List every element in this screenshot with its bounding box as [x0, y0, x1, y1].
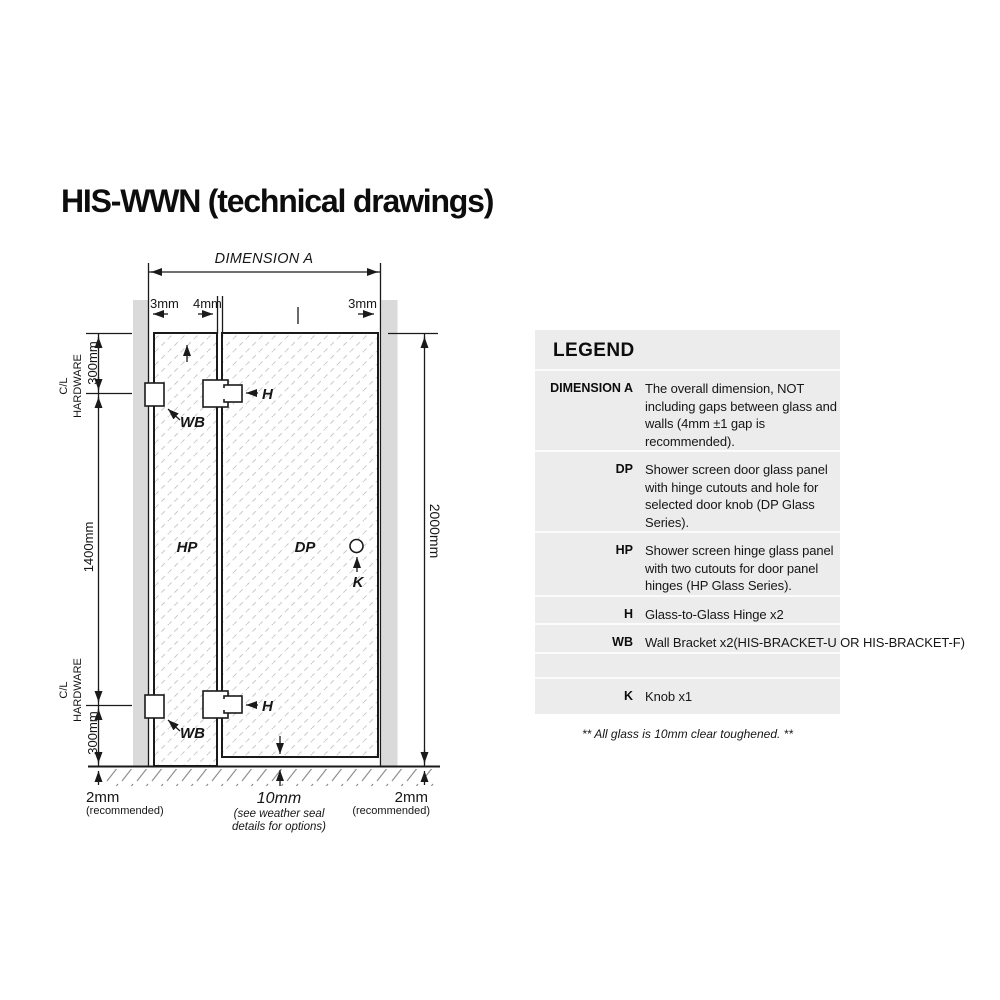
hinge-top-label: H: [262, 386, 273, 403]
dimension-a-label: DIMENSION A: [214, 251, 314, 267]
legend-description: Glass-to-Glass Hinge x2: [645, 606, 784, 622]
cl-hardware-top-label-line1: C/L: [58, 377, 70, 395]
legend-description: Knob x1: [645, 689, 693, 704]
hinge-bottom-label: H: [262, 698, 273, 715]
legend-description: Shower screen hinge glass panel with two cutouts for door panel hinges (HP Glass Series).: [645, 543, 834, 593]
legend-label: HP: [615, 543, 633, 557]
dim-1400mm-label: 1400mm: [81, 521, 96, 573]
right-wall: [382, 300, 398, 766]
knob: [350, 540, 363, 553]
legend-row-k: [535, 677, 840, 714]
legend-description: Shower screen door glass panel with hinge cutouts and hole for selected door knob (DP Glass Series).: [645, 462, 828, 530]
floor-hatch: [104, 769, 434, 786]
legend-label: H: [623, 606, 633, 621]
legend-description: Wall Bracket x2(HIS-BRACKET-U OR HIS-BRACKET-F): [645, 635, 965, 650]
wall-bracket-bottom-label: WB: [180, 725, 205, 742]
legend-description: The overall dimension, NOT including gaps between glass and walls (4mm ±1 gap is recommended).: [645, 381, 837, 449]
gap-10mm-value: 10mm: [256, 790, 302, 807]
bottom-wall-bracket: [145, 695, 164, 718]
legend-label: DP: [615, 462, 633, 476]
legend-label: DIMENSION A: [550, 381, 633, 395]
legend-label: K: [623, 689, 633, 703]
left-dimension-chain: [58, 333, 132, 785]
hp-panel-label: HP: [176, 539, 198, 556]
cl-hardware-top-label-line2: HARDWARE: [72, 354, 84, 418]
gap-10mm-note1: (see weather seal: [233, 808, 325, 820]
gap-4mm-label: 4mm: [193, 296, 222, 311]
top-gap-dimensions: [150, 296, 377, 334]
dim-300mm-bottom-label: 300mm: [85, 711, 100, 755]
gap-2mm-right-value: 2mm: [394, 789, 428, 806]
cl-hardware-bottom-label-line1: C/L: [58, 681, 70, 699]
dim-300mm-top-label: 300mm: [85, 341, 100, 385]
top-wall-bracket: [145, 383, 164, 406]
gap-3mm-left-label: 3mm: [150, 296, 179, 311]
legend-label: [535, 663, 633, 677]
dimension-a: [149, 251, 381, 272]
wall-bracket-top-label: WB: [180, 414, 205, 431]
gap-10mm-note2: details for options): [232, 821, 326, 833]
legend-description: [645, 663, 840, 677]
legend-row-h: [535, 595, 840, 624]
dp-panel-label: DP: [294, 539, 316, 556]
legend: [535, 330, 965, 741]
gap-2mm-left-value: 2mm: [86, 789, 120, 806]
knob-label: K: [352, 574, 364, 591]
gap-3mm-right-label: 3mm: [348, 296, 377, 311]
page-title: HIS-WWN (technical drawings): [61, 183, 494, 219]
legend-footnote: ** All glass is 10mm clear toughened. **: [582, 727, 793, 741]
legend-row-dimension-a: [535, 369, 840, 450]
legend-panel: [535, 330, 965, 714]
legend-row-wb: [535, 623, 965, 652]
gap-2mm-right-note: (recommended): [352, 805, 430, 817]
legend-row-empty: [535, 652, 840, 677]
dim-2000mm-label: 2000mm: [427, 503, 443, 559]
gap-2mm-left-note: (recommended): [86, 805, 164, 817]
legend-row-dp: [535, 450, 840, 531]
legend-label: WB: [612, 635, 633, 649]
legend-row-hp: [535, 531, 840, 595]
cl-hardware-bottom-label-line2: HARDWARE: [72, 658, 84, 722]
legend-heading: LEGEND: [553, 340, 635, 361]
